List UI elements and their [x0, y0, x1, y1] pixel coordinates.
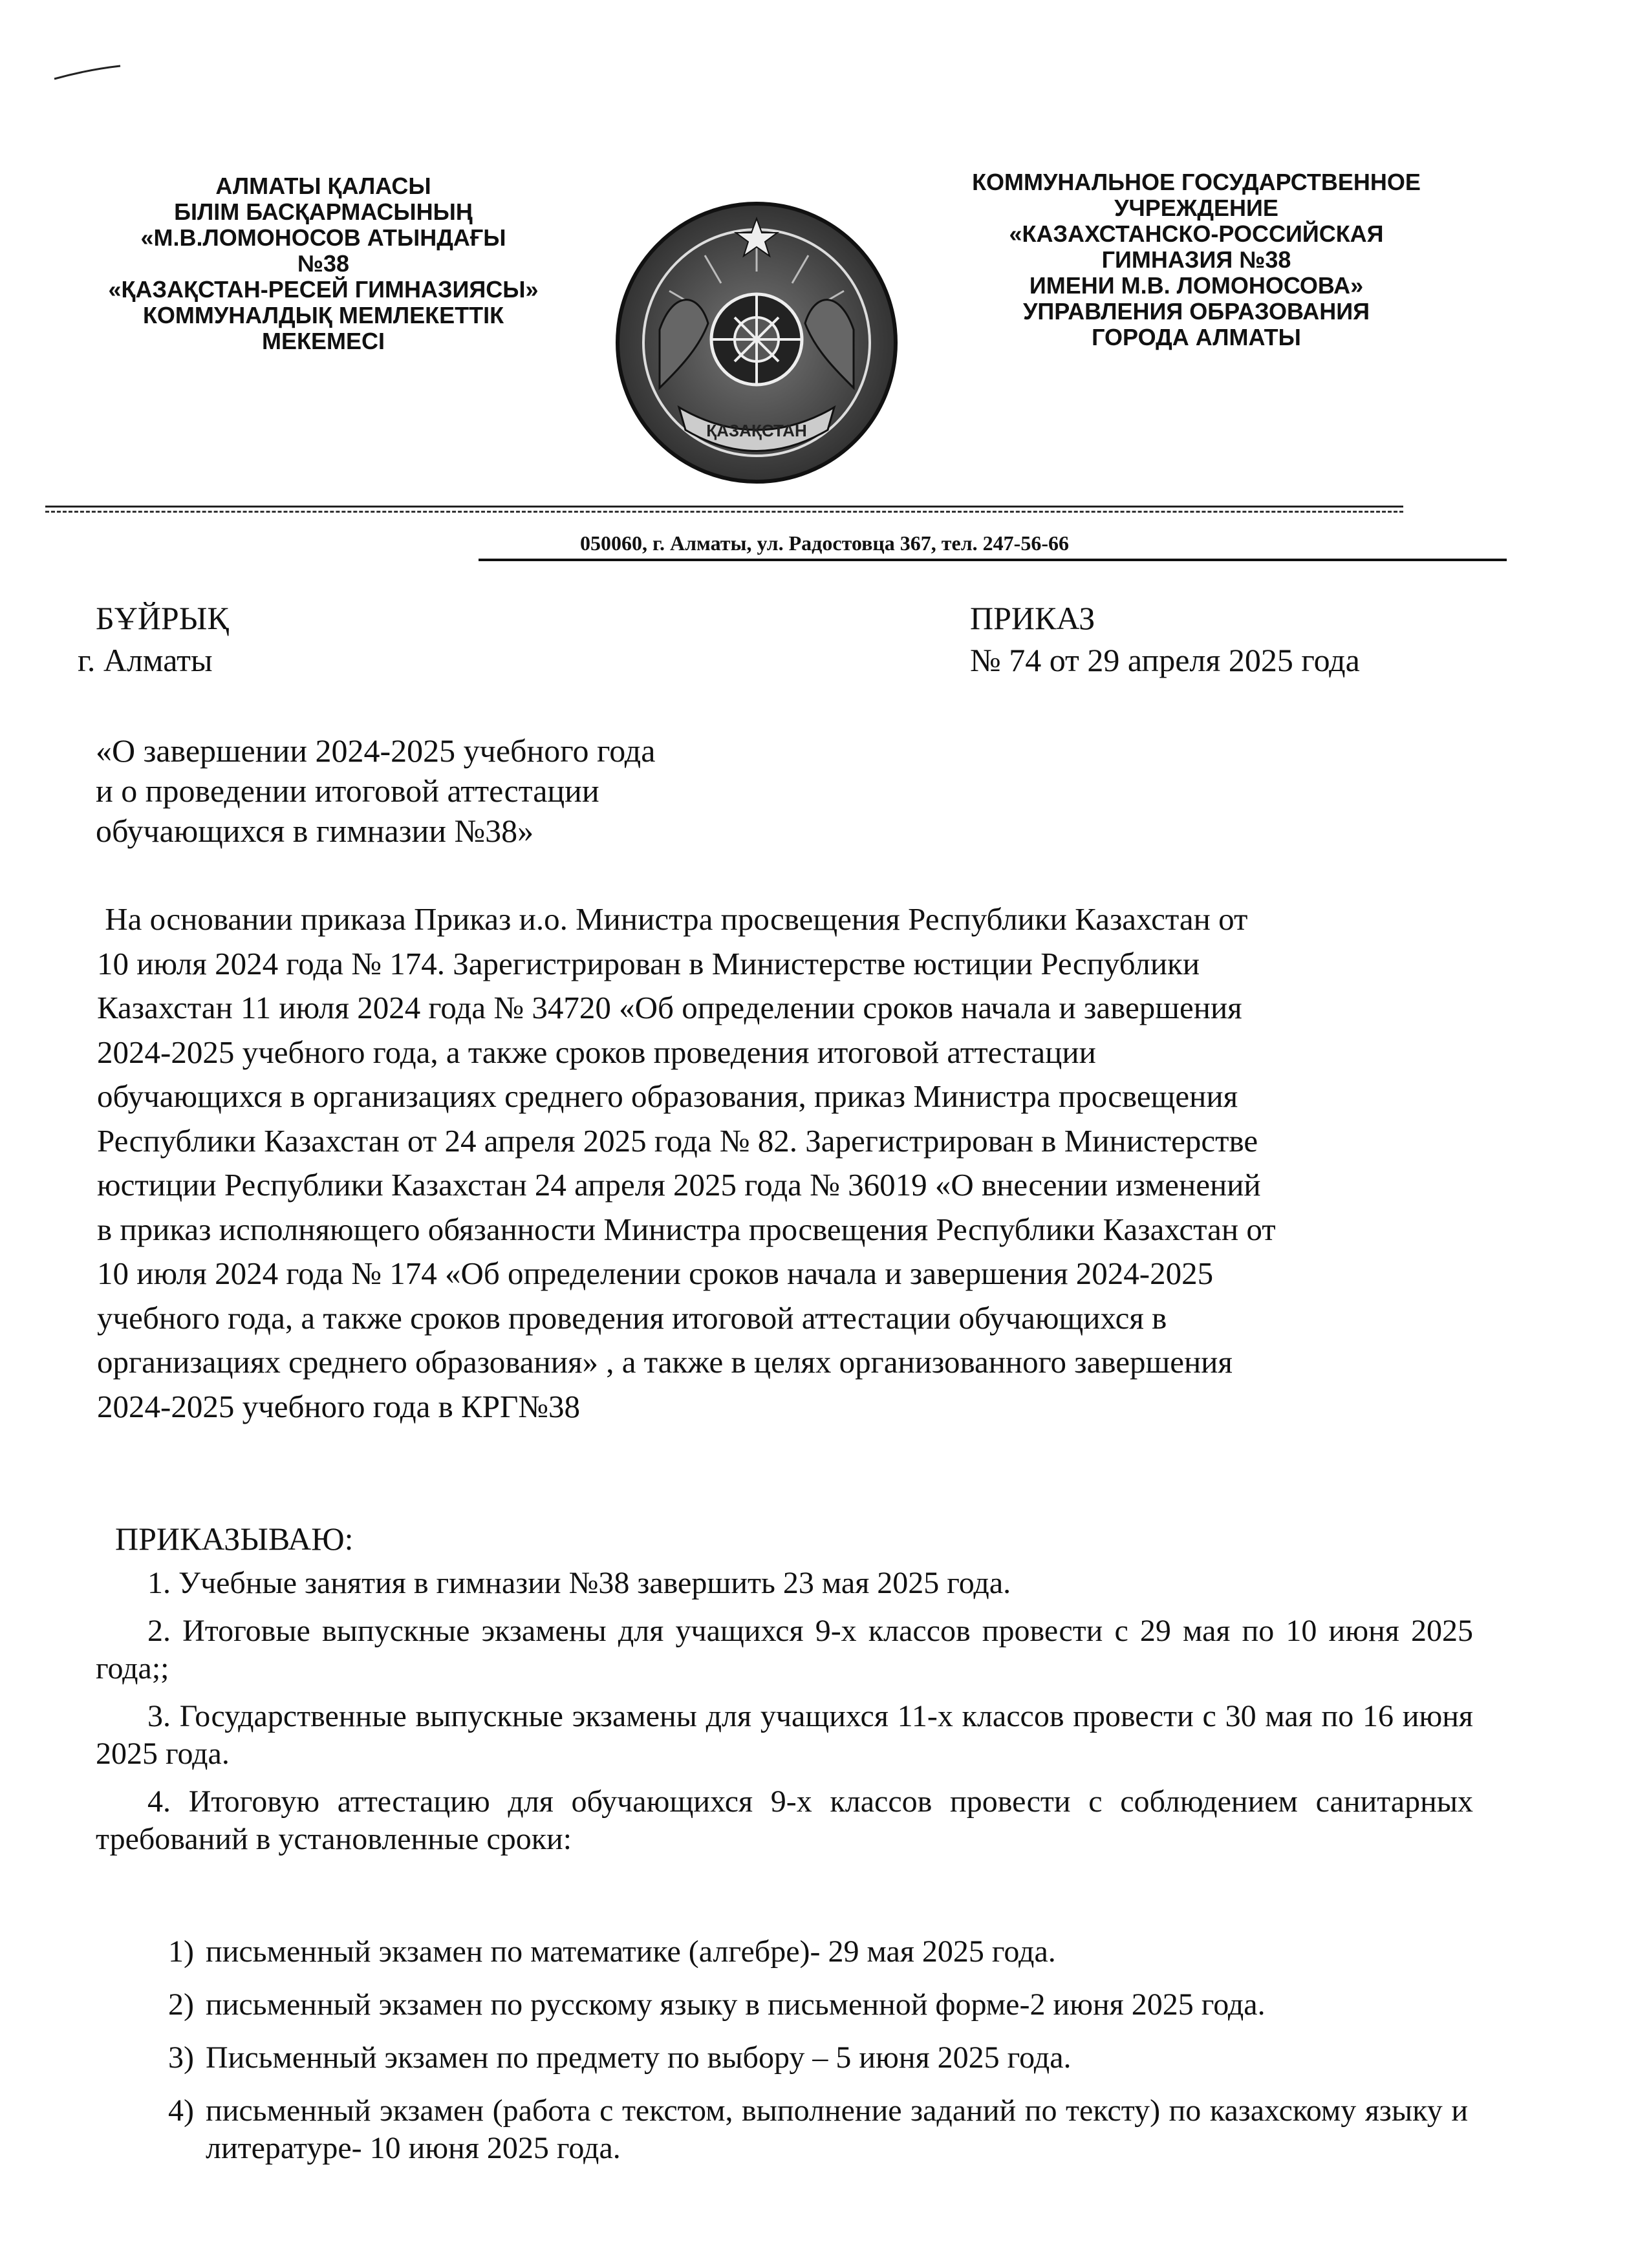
- pen-stroke-mark: [52, 63, 123, 81]
- order-items: [96, 1565, 1473, 1868]
- preamble-line: юстиции Республики Казахстан 24 апреля 2025 года № 36019 «О внесении изменений: [97, 1167, 1261, 1203]
- exam-item-number: 3): [168, 2040, 194, 2075]
- header-left-line: МЕКЕМЕСІ: [262, 328, 385, 354]
- exam-item-text: Письменный экзамен по предмету по выбору – 5 июня 2025 года.: [206, 2040, 1072, 2075]
- header-divider-dashed: [45, 511, 1403, 513]
- order-city: г. Алматы: [78, 642, 213, 678]
- header-right-line: ГОРОДА АЛМАТЫ: [1092, 324, 1301, 350]
- exam-schedule-item: [168, 1933, 1468, 1971]
- order-item: 3. Государственные выпускные экзамены для учащихся 11-х классов провести с 30 мая по 16 июня 2025 года.: [96, 1699, 1473, 1771]
- exam-schedule-item: [168, 2092, 1468, 2167]
- preamble-line: 2024-2025 учебного года в КРГ№38: [97, 1388, 581, 1424]
- header-left-line: БІЛІМ БАСҚАРМАСЫНЫҢ: [174, 198, 473, 225]
- header-left-line: №38: [297, 250, 350, 277]
- header-right-line: «КАЗАХСТАНСКО-РОССИЙСКАЯ: [1009, 220, 1384, 247]
- subject-line: и о проведении итоговой аттестации: [96, 773, 599, 809]
- order-number-date: № 74 от 29 апреля 2025 года: [970, 642, 1360, 678]
- preamble-line: в приказ исполняющего обязанности Министра просвещения Республики Казахстан от: [97, 1211, 1276, 1247]
- exam-item-number: 4): [168, 2093, 194, 2128]
- preamble-line: 10 июля 2024 года № 174 «Об определении сроков начала и завершения 2024-2025: [97, 1256, 1214, 1291]
- header-right-line: ИМЕНИ М.В. ЛОМОНОСОВА»: [1029, 272, 1364, 299]
- state-emblem-icon: [608, 194, 905, 491]
- header-right-ru: [899, 169, 1494, 350]
- header-left-line: КОММУНАЛДЫҚ МЕМЛЕКЕТТІК: [142, 302, 504, 328]
- order-item: 1. Учебные занятия в гимназии №38 завершить 23 мая 2025 года.: [147, 1566, 1011, 1600]
- header-right-line: ГИМНАЗИЯ №38: [1101, 246, 1291, 273]
- header-divider-top: [45, 506, 1403, 508]
- subject-line: обучающихся в гимназии №38»: [96, 813, 534, 849]
- preamble-line: 10 июля 2024 года № 174. Зарегистрирован в Министерстве юстиции Республики: [97, 945, 1200, 981]
- preamble-line: 2024-2025 учебного года, а также сроков проведения итоговой аттестации: [97, 1034, 1096, 1070]
- order-subject: [96, 731, 655, 851]
- emblem-ribbon-text: ҚАЗАҚСТАН: [706, 421, 807, 440]
- exam-item-text: письменный экзамен по математике (алгебре)- 29 мая 2025 года.: [206, 1934, 1056, 1969]
- exam-item-number: 2): [168, 1987, 194, 2022]
- preamble-line: учебного года, а также сроков проведения итоговой аттестации обучающихся в: [97, 1300, 1167, 1336]
- header-right-line: УЧРЕЖДЕНИЕ: [1114, 195, 1278, 221]
- address-line: 050060, г. Алматы, ул. Радостовца 367, тел. 247-56-66: [580, 531, 1069, 555]
- preamble-line: обучающихся в организациях среднего образования, приказ Министра просвещения: [97, 1078, 1238, 1114]
- order-title-kz: БҰЙРЫҚ: [96, 600, 229, 636]
- order-preamble: [97, 897, 1487, 1429]
- order-item: 4. Итоговую аттестацию для обучающихся 9-х классов провести с соблюдением санитарных требований в установленные сроки:: [96, 1784, 1473, 1856]
- exam-item-text: письменный экзамен по русскому языку в письменной форме-2 июня 2025 года.: [206, 1987, 1266, 2022]
- exam-schedule-item: [168, 2039, 1468, 2077]
- header-left-kz: [78, 173, 569, 354]
- exam-item-number: 1): [168, 1934, 194, 1969]
- subject-line: «О завершении 2024-2025 учебного года: [96, 733, 656, 769]
- header-right-line: КОММУНАЛЬНОЕ ГОСУДАРСТВЕННОЕ: [972, 169, 1421, 195]
- preamble-line: организациях среднего образования» , а также в целях организованного завершения: [97, 1344, 1233, 1380]
- exam-schedule-item: [168, 1986, 1468, 2024]
- preamble-line: Казахстан 11 июля 2024 года № 34720 «Об определении сроков начала и завершения: [97, 990, 1242, 1025]
- preamble-line: На основании приказа Приказ и.о. Министра просвещения Республики Казахстан от: [97, 901, 1248, 937]
- order-directive-word: ПРИКАЗЫВАЮ:: [115, 1521, 354, 1557]
- exam-schedule-list: [168, 1933, 1468, 2183]
- header-left-line: «ҚАЗАҚСТАН-РЕСЕЙ ГИМНАЗИЯСЫ»: [108, 276, 539, 303]
- order-title-ru: ПРИКАЗ: [970, 600, 1095, 636]
- preamble-line: Республики Казахстан от 24 апреля 2025 года № 82. Зарегистрирован в Министерстве: [97, 1122, 1258, 1159]
- header-right-line: УПРАВЛЕНИЯ ОБРАЗОВАНИЯ: [1023, 298, 1370, 325]
- header-left-line: АЛМАТЫ ҚАЛАСЫ: [215, 173, 431, 199]
- order-item: 2. Итоговые выпускные экзамены для учащихся 9-х классов провести с 29 мая по 10 июня 2025 года;;: [96, 1614, 1473, 1685]
- exam-item-text: письменный экзамен (работа с текстом, выполнение заданий по тексту) по казахскому языку и литературе- 10 июня 2025 года.: [206, 2093, 1468, 2165]
- address-underline: [479, 559, 1507, 561]
- header-left-line: «М.В.ЛОМОНОСОВ АТЫНДАҒЫ: [140, 224, 506, 251]
